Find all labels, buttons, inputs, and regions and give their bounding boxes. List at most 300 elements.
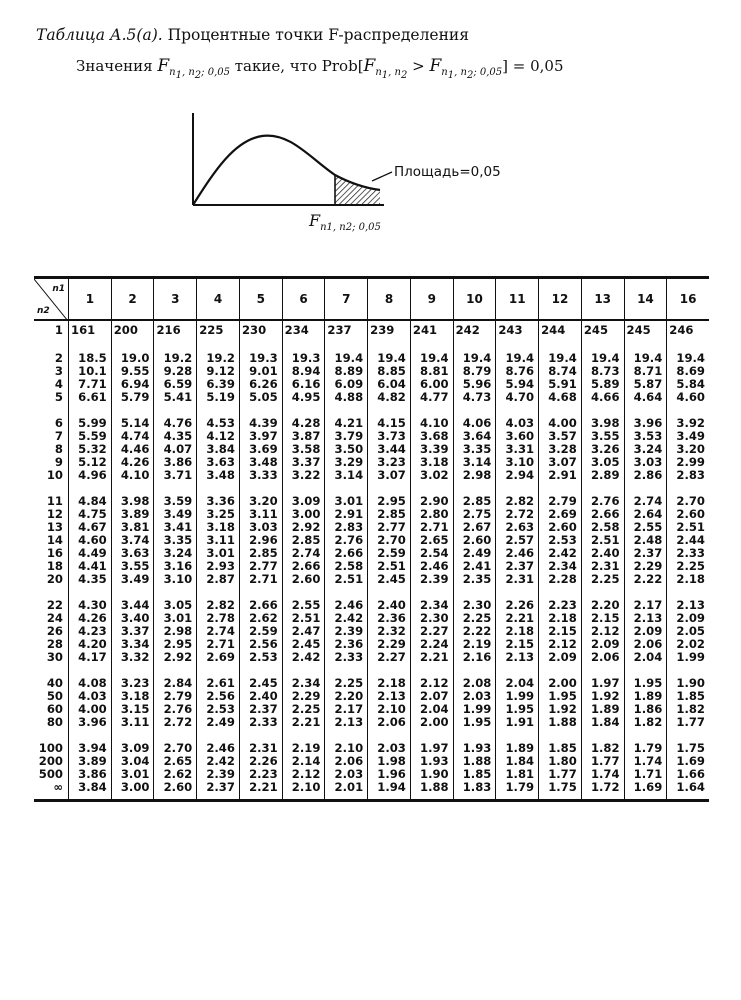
table-cell: 2.86 [624,469,667,482]
column-header-n1: 12 [539,278,582,320]
table-cell: 5.84 [667,378,709,391]
table-cell: 3.49 [667,430,709,443]
row-header-n2: 28 [46,636,63,651]
table-cell: 2.93 [197,560,240,573]
table-cell: 3.26 [581,443,624,456]
row-header-n2: 2 [54,350,63,365]
table-cell: 8.71 [624,365,667,378]
table-cell: 2.67 [453,521,496,534]
table-cell: 2.79 [539,482,582,508]
table-cell: 3.11 [111,716,154,729]
table-cell: 2.46 [496,547,539,560]
table-cell: 2.07 [410,690,453,703]
table-cell: 2.13 [496,651,539,664]
table-cell: 2.01 [325,781,368,801]
table-cell: 5.99 [69,404,112,430]
corner-n2-label: n2 [37,305,50,316]
row-header-n2: 24 [46,610,63,625]
row-header-n2: 100 [38,740,63,755]
table-cell: 19.4 [624,352,667,365]
table-cell: 3.11 [197,534,240,547]
row-header-n2: 13 [46,519,63,534]
table-cell: 19.4 [667,352,709,365]
table-cell: 1.77 [667,716,709,729]
table-cell: 2.59 [368,547,411,560]
table-cell: 2.04 [624,651,667,664]
table-cell: 2.66 [325,547,368,560]
table-cell: 2.18 [496,625,539,638]
row-header-n2: 60 [46,701,63,716]
table-cell: 2.76 [581,482,624,508]
table-cell: 7.71 [69,378,112,391]
table-cell: 2.62 [154,768,197,781]
table-cell: 1.95 [539,690,582,703]
table-cell: 1.80 [539,755,582,768]
table-cell: 2.71 [410,521,453,534]
table-row [34,547,709,560]
table-cell: 8.74 [539,365,582,378]
table-cell: 2.69 [197,651,240,664]
table-row [34,638,709,651]
table-cell: 4.64 [624,391,667,404]
table-cell: 3.55 [111,560,154,573]
table-cell: 2.66 [282,560,325,573]
table-cell: 3.29 [325,456,368,469]
table-cell: 1.99 [453,703,496,716]
table-cell: 2.90 [410,482,453,508]
table-cell: 2.60 [154,781,197,801]
table-cell: 2.25 [453,612,496,625]
table-cell: 2.19 [453,638,496,651]
table-row [34,690,709,703]
table-cell: 2.63 [496,521,539,534]
table-cell: 3.69 [239,443,282,456]
table-cell: 4.08 [69,664,112,690]
table-cell: 2.55 [282,586,325,612]
table-cell: 3.37 [282,456,325,469]
table-cell: 3.57 [539,430,582,443]
table-cell: 2.26 [239,755,282,768]
table-cell: 5.94 [496,378,539,391]
table-cell: 5.14 [111,404,154,430]
table-cell: 2.25 [581,573,624,586]
table-cell: 245 [581,320,624,352]
table-cell: 3.01 [154,612,197,625]
f-distribution-table [34,276,709,802]
table-row [34,365,709,378]
corner-cell [34,278,69,320]
table-cell: 19.2 [154,352,197,365]
table-cell: 2.98 [154,625,197,638]
table-cell: 2.34 [410,586,453,612]
table-cell: 2.47 [282,625,325,638]
table-cell: 2.09 [581,638,624,651]
table-cell: 2.20 [325,690,368,703]
table-cell: 4.10 [111,469,154,482]
table-cell: 2.37 [239,703,282,716]
table-cell: 19.4 [325,352,368,365]
table-row [34,768,709,781]
table-cell: 2.04 [410,703,453,716]
table-cell: 161 [69,320,112,352]
table-cell: 3.79 [325,430,368,443]
column-header-n1: 5 [239,278,282,320]
table-cell: 2.13 [325,716,368,729]
table-cell: 2.66 [239,586,282,612]
table-cell: 8.81 [410,365,453,378]
table-cell: 1.96 [368,768,411,781]
table-cell: 1.86 [624,703,667,716]
table-cell: 3.23 [111,664,154,690]
table-cell: 4.46 [111,443,154,456]
table-cell: 18.5 [69,352,112,365]
table-cell: 4.10 [410,404,453,430]
table-cell: 1.99 [496,690,539,703]
row-header-n2: 50 [46,688,63,703]
row-header-n2: 11 [46,493,63,508]
table-cell: 4.49 [69,547,112,560]
table-cell: 2.40 [581,547,624,560]
table-cell: 2.25 [282,703,325,716]
table-cell: 3.86 [69,768,112,781]
column-header-n1: 8 [368,278,411,320]
table-cell: 2.71 [239,573,282,586]
column-header-n1: 7 [325,278,368,320]
table-row [34,729,709,755]
table-cell: 4.39 [239,404,282,430]
table-cell: 3.71 [154,469,197,482]
table-cell: 9.28 [154,365,197,378]
table-cell: 2.10 [282,781,325,801]
table-cell: 2.77 [368,521,411,534]
table-cell: 2.46 [325,586,368,612]
table-cell: 4.03 [69,690,112,703]
table-cell: 243 [496,320,539,352]
table-cell: 3.01 [197,547,240,560]
table-cell: 230 [239,320,282,352]
table-row [34,586,709,612]
row-header-n2: 26 [46,623,63,638]
table-cell: 2.37 [496,560,539,573]
row-header-n2: 200 [38,753,63,768]
table-cell: 2.33 [325,651,368,664]
table-cell: 1.81 [496,768,539,781]
table-cell: 2.53 [239,651,282,664]
caption-title: Процентные точки F-распределения [167,26,470,44]
table-cell: 19.4 [410,352,453,365]
table-cell: 1.95 [453,716,496,729]
table-cell: 2.12 [410,664,453,690]
table-cell: 2.27 [368,651,411,664]
table-cell: 2.20 [581,586,624,612]
row-header-n2: 5 [54,389,63,404]
table-cell: 2.69 [539,508,582,521]
table-cell: 3.24 [154,547,197,560]
table-cell: 1.95 [624,664,667,690]
table-cell: 2.51 [667,521,709,534]
table-cell: 2.36 [368,612,411,625]
table-cell: 2.06 [581,651,624,664]
table-cell: 3.10 [496,456,539,469]
table-cell: 3.84 [69,781,112,801]
table-cell: 2.34 [282,664,325,690]
table-cell: 4.41 [69,560,112,573]
table-row [34,430,709,443]
table-cell: 2.37 [624,547,667,560]
table-cell: 3.86 [154,456,197,469]
table-cell: 8.79 [453,365,496,378]
table-cell: 2.59 [239,625,282,638]
column-header-n1: 11 [496,278,539,320]
table-cell: 2.06 [624,638,667,651]
row-header-n2: 9 [54,454,63,469]
table-cell: 2.70 [368,534,411,547]
column-header-n1: 14 [624,278,667,320]
table-cell: 1.88 [539,716,582,729]
table-cell: 2.45 [282,638,325,651]
table-cell: 1.82 [624,716,667,729]
table-cell: 2.92 [154,651,197,664]
table-cell: 2.40 [368,586,411,612]
table-cell: 3.64 [453,430,496,443]
table-cell: 2.32 [368,625,411,638]
table-cell: 2.46 [197,729,240,755]
table-row [34,716,709,729]
formula-var: F [157,56,170,76]
table-cell: 2.17 [325,703,368,716]
table-cell: 5.12 [69,456,112,469]
table-cell: 2.53 [539,534,582,547]
table-cell: 1.77 [539,768,582,781]
table-row [34,781,709,801]
table-cell: 2.15 [539,625,582,638]
table-cell: 4.82 [368,391,411,404]
table-cell: 2.10 [325,729,368,755]
table-cell: 19.4 [539,352,582,365]
table-cell: 4.26 [69,612,112,625]
table-cell: 4.00 [69,703,112,716]
table-cell: 4.28 [282,404,325,430]
table-cell: 8.69 [667,365,709,378]
table-cell: 2.25 [325,664,368,690]
table-cell: 1.75 [667,729,709,755]
table-cell: 2.29 [368,638,411,651]
row-header-n2: 16 [46,545,63,560]
table-cell: 2.92 [282,521,325,534]
table-cell: 225 [197,320,240,352]
table-cell: 4.23 [69,625,112,638]
row-header-n2: 12 [46,506,63,521]
table-cell: 2.65 [410,534,453,547]
area-pointer [372,172,392,181]
table-cell: 19.4 [368,352,411,365]
table-cell: 2.13 [667,586,709,612]
table-cell: 2.83 [667,469,709,482]
table-cell: 4.53 [197,404,240,430]
table-cell: 4.68 [539,391,582,404]
table-cell: 2.42 [282,651,325,664]
table-cell: 4.67 [69,521,112,534]
table-cell: 2.94 [496,469,539,482]
row-header-n2: 7 [54,428,63,443]
table-cell: 3.36 [197,482,240,508]
table-cell: 1.69 [624,781,667,801]
table-cell: 1.99 [667,651,709,664]
column-header-n1: 2 [111,278,154,320]
row-header-n2: 30 [46,649,63,664]
table-cell: 1.91 [496,716,539,729]
table-cell: 4.26 [111,456,154,469]
row-header-n2: 40 [46,675,63,690]
caption-label: Таблица А.5(а). [36,26,163,44]
table-cell: 2.24 [410,638,453,651]
table-cell: 3.01 [325,482,368,508]
table-cell: 1.71 [624,768,667,781]
table-cell: 2.23 [239,768,282,781]
table-cell: 3.14 [325,469,368,482]
table-cell: 1.83 [453,781,496,801]
table-cell: 2.29 [624,560,667,573]
table-cell: 10.1 [69,365,112,378]
table-cell: 237 [325,320,368,352]
table-cell: 2.54 [410,547,453,560]
table-cell: 3.03 [239,521,282,534]
table-cell: 2.12 [539,638,582,651]
table-cell: 3.20 [667,443,709,456]
row-header-n2: 500 [38,766,63,781]
table-cell: 2.40 [239,690,282,703]
table-cell: 2.66 [581,508,624,521]
table-row [34,703,709,716]
table-cell: 2.17 [624,586,667,612]
table-cell: 2.56 [239,638,282,651]
table-cell: 8.76 [496,365,539,378]
table-row [34,443,709,456]
table-cell: 3.05 [154,586,197,612]
table-cell: 5.19 [197,391,240,404]
table-cell: 1.88 [453,755,496,768]
table-row [34,404,709,430]
table-cell: 3.07 [539,456,582,469]
table-cell: 2.25 [667,560,709,573]
table-cell: 3.68 [410,430,453,443]
table-cell: 2.49 [453,547,496,560]
table-cell: 3.98 [581,404,624,430]
table-cell: 2.03 [325,768,368,781]
table-cell: 2.64 [624,508,667,521]
table-cell: 4.17 [69,651,112,664]
table-cell: 9.55 [111,365,154,378]
subcaption-mid: такие, что Prob [234,57,358,75]
table-cell: 4.70 [496,391,539,404]
table-cell: 2.03 [453,690,496,703]
table-cell: 5.87 [624,378,667,391]
table-row [34,456,709,469]
table-row [34,612,709,625]
table-cell: 2.05 [667,625,709,638]
table-cell: 8.73 [581,365,624,378]
table-cell: 3.59 [154,482,197,508]
table-cell: 1.85 [539,729,582,755]
row-header-n2: 8 [54,441,63,456]
table-cell: 2.51 [368,560,411,573]
table-cell: 1.89 [624,690,667,703]
table-cell: 2.96 [239,534,282,547]
row-header-n2: 10 [46,467,63,482]
table-cell: 3.11 [239,508,282,521]
table-cell: 6.00 [410,378,453,391]
table-cell: 3.34 [111,638,154,651]
table-cell: 3.89 [111,508,154,521]
table-cell: 5.79 [111,391,154,404]
table-cell: 3.74 [111,534,154,547]
table-cell: 4.60 [667,391,709,404]
table-cell: 1.66 [667,768,709,781]
table-cell: 2.62 [239,612,282,625]
table-cell: 4.00 [539,404,582,430]
table-row [34,560,709,573]
table-cell: 2.27 [410,625,453,638]
table-cell: 4.60 [69,534,112,547]
table-cell: 6.04 [368,378,411,391]
table-row [34,534,709,547]
table-cell: 2.85 [282,534,325,547]
table-cell: 4.03 [496,404,539,430]
table-cell: 6.61 [69,391,112,404]
table-cell: 2.57 [496,534,539,547]
table-cell: 5.96 [453,378,496,391]
table-cell: 2.72 [154,716,197,729]
table-cell: 1.98 [368,755,411,768]
formula-rel: > [412,57,425,75]
table-cell: 3.23 [368,456,411,469]
table-cell: 2.13 [368,690,411,703]
table-cell: 1.89 [496,729,539,755]
table-cell: 216 [154,320,197,352]
table-cell: 2.60 [539,521,582,534]
table-cell: 1.90 [667,664,709,690]
table-cell: 2.36 [325,638,368,651]
table-cell: 3.00 [282,508,325,521]
table-cell: 2.72 [496,508,539,521]
table-cell: 2.04 [496,664,539,690]
table-cell: 3.16 [154,560,197,573]
table-cell: 2.44 [667,534,709,547]
table-cell: 2.95 [154,638,197,651]
table-cell: 200 [111,320,154,352]
table-cell: 2.02 [667,638,709,651]
table-cell: 1.90 [410,768,453,781]
table-cell: 2.51 [282,612,325,625]
table-cell: 2.29 [282,690,325,703]
table-cell: 3.53 [624,430,667,443]
table-cell: 4.75 [69,508,112,521]
table-cell: 6.26 [239,378,282,391]
table-cell: 19.2 [197,352,240,365]
table-cell: 3.44 [111,586,154,612]
table-cell: 4.76 [154,404,197,430]
table-cell: 1.89 [581,703,624,716]
table-cell: 2.26 [496,586,539,612]
column-header-n1: 10 [453,278,496,320]
table-cell: 3.73 [368,430,411,443]
table-cell: 3.84 [197,443,240,456]
table-cell: 4.35 [69,573,112,586]
table-cell: 2.14 [282,755,325,768]
table-cell: 2.03 [368,729,411,755]
table-row [34,664,709,690]
table-cell: 2.91 [539,469,582,482]
